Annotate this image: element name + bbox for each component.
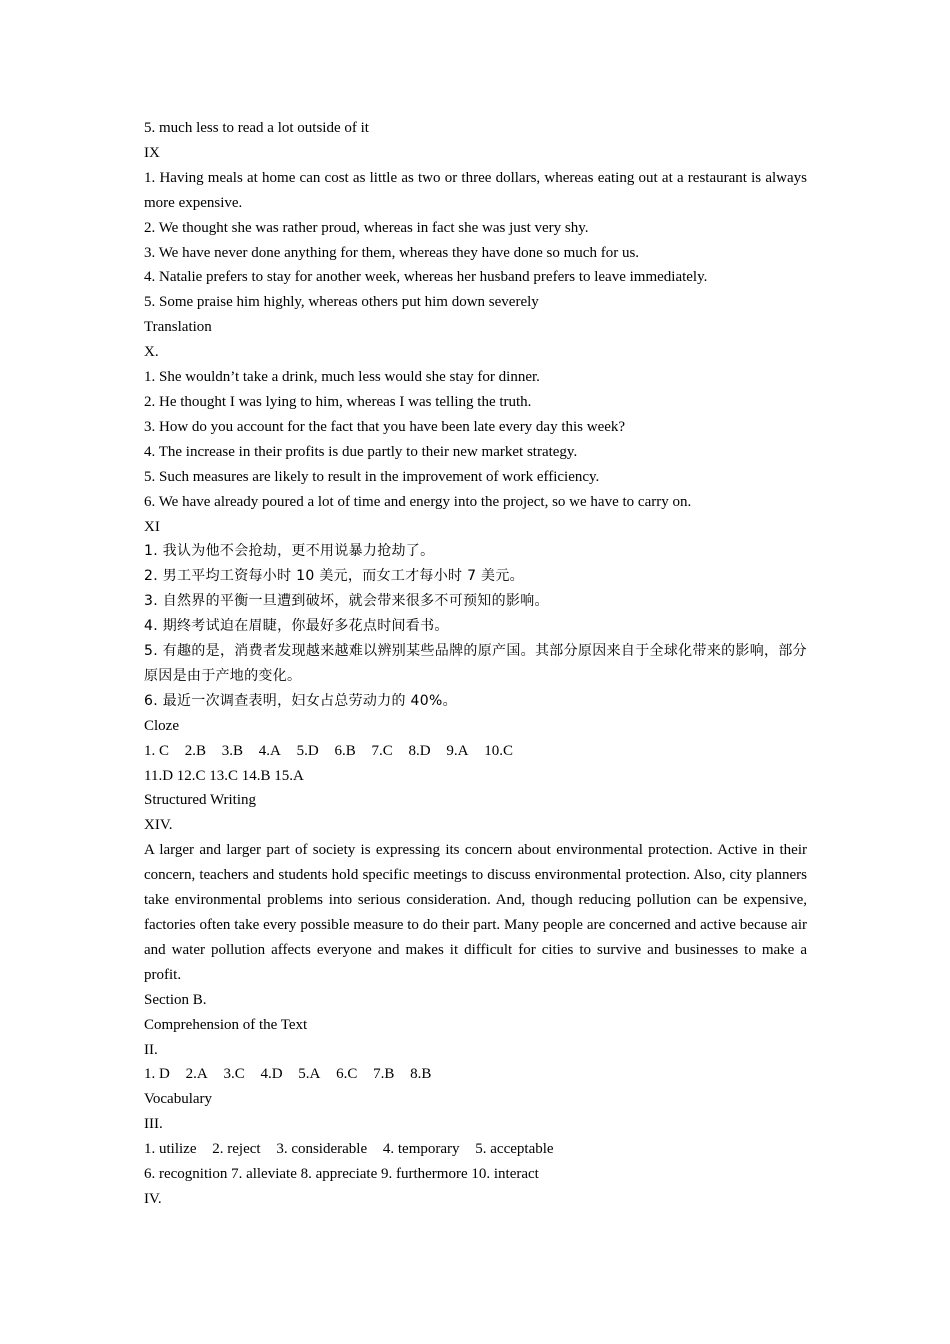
comprehension-heading: Comprehension of the Text	[144, 1016, 308, 1033]
structured-writing-heading: Structured Writing	[144, 792, 257, 809]
x-item-6: 6. We have already poured a lot of time and energy into the project, so we have to carry on.	[144, 493, 692, 510]
cloze-answer: 2.B	[184, 742, 207, 759]
ii-answer: 1. D	[144, 1066, 170, 1083]
cloze-answer: 6.B	[334, 742, 356, 759]
cloze-answer: 8.D	[408, 742, 431, 759]
cloze-answer: 7.C	[371, 742, 393, 759]
iii-answer: 1. utilize	[144, 1141, 197, 1158]
document-page	[144, 116, 807, 1212]
cloze-answer: 9.A	[446, 742, 469, 759]
iii-answers-row-2: 6. recognition 7. alleviate 8. appreciate 9. furthermore 10. interact	[144, 1166, 539, 1183]
viii-item-5: 5. much less to read a lot outside of it	[144, 120, 369, 136]
ii-answer: 3.C	[223, 1066, 245, 1083]
iii-heading: III.	[144, 1116, 163, 1133]
ix-item-5: 5. Some praise him highly, whereas others put him down severely	[144, 294, 539, 311]
ix-item-3: 3. We have never done anything for them, whereas they have done so much for us.	[144, 244, 640, 261]
x-item-1: 1. She wouldn’t take a drink, much less would she stay for dinner.	[144, 369, 540, 386]
xiv-paragraph: A larger and larger part of society is expressing its concern about environmental protection. Active in their concern, teachers and students hold specific meetings to discuss environmental protection. Also, city planners take environmental problems into serious consideration. And, though reducing pollution can be expensive, factories often take every possible measure to do their part. Many people are concerned and active because air and water pollution affects everyone and makes it difficult for cities to survive and businesses to make a profit.	[144, 842, 807, 983]
iii-answer: 2. reject	[212, 1141, 261, 1158]
cloze-answer: 4.A	[258, 742, 281, 759]
x-item-3: 3. How do you account for the fact that you have been late every day this week?	[144, 418, 626, 435]
xi-item-3: 3. 自然界的平衡一旦遭到破坏，就会带来很多不可预知的影响。	[144, 593, 549, 610]
xi-item-6: 6. 最近一次调查表明，妇女占总劳动力的 40%。	[144, 692, 457, 709]
x-item-4: 4. The increase in their profits is due partly to their new market strategy.	[144, 443, 578, 460]
iii-answer: 3. considerable	[276, 1141, 368, 1158]
xiv-heading: XIV.	[144, 817, 173, 834]
ii-answers-row	[144, 1062, 807, 1087]
ix-item-1: 1. Having meals at home can cost as little as two or three dollars, whereas eating out at a restaurant is always more expensive.	[144, 169, 807, 211]
ii-answer: 6.C	[336, 1066, 358, 1083]
ix-item-4: 4. Natalie prefers to stay for another week, whereas her husband prefers to leave immediately.	[144, 269, 708, 286]
ii-answer: 8.B	[410, 1066, 432, 1083]
cloze-answer: 10.C	[484, 742, 513, 759]
ix-heading: IX	[144, 144, 160, 161]
ix-item-2: 2. We thought she was rather proud, whereas in fact she was just very shy.	[144, 219, 589, 236]
ii-answer: 2.A	[185, 1066, 208, 1083]
xi-item-4: 4. 期终考试迫在眉睫，你最好多花点时间看书。	[144, 618, 449, 635]
cloze-answers-row-1	[144, 739, 807, 764]
section-b-heading: Section B.	[144, 991, 207, 1008]
cloze-answer: 5.D	[296, 742, 319, 759]
iii-answer: 4. temporary	[382, 1141, 460, 1158]
ii-heading: II.	[144, 1041, 158, 1058]
xi-item-5: 5. 有趣的是，消费者发现越来越难以辨别某些品牌的原产国。其部分原因来自于全球化带来的影响，部分原因是由于产地的变化。	[144, 643, 807, 684]
ii-answer: 5.A	[298, 1066, 321, 1083]
ii-answer: 4.D	[260, 1066, 283, 1083]
translation-heading: Translation	[144, 319, 212, 336]
vocabulary-heading: Vocabulary	[144, 1091, 213, 1108]
cloze-answer: 3.B	[221, 742, 244, 759]
cloze-answer: 1. C	[144, 742, 170, 759]
xi-item-1: 1. 我认为他不会抢劫，更不用说暴力抢劫了。	[144, 543, 435, 560]
iv-heading: IV.	[144, 1190, 162, 1207]
cloze-answers-row-2: 11.D 12.C 13.C 14.B 15.A	[144, 767, 304, 784]
cloze-heading: Cloze	[144, 717, 179, 734]
x-item-2: 2. He thought I was lying to him, whereas I was telling the truth.	[144, 393, 532, 410]
x-heading: X.	[144, 344, 159, 361]
xi-item-2: 2. 男工平均工资每小时 10 美元，而女工才每小时 7 美元。	[144, 568, 524, 585]
ii-answer: 7.B	[373, 1066, 395, 1083]
iii-answers-row-1	[144, 1137, 807, 1162]
xi-heading: XI	[144, 518, 160, 535]
x-item-5: 5. Such measures are likely to result in the improvement of work efficiency.	[144, 468, 600, 485]
iii-answer: 5. acceptable	[475, 1141, 554, 1158]
